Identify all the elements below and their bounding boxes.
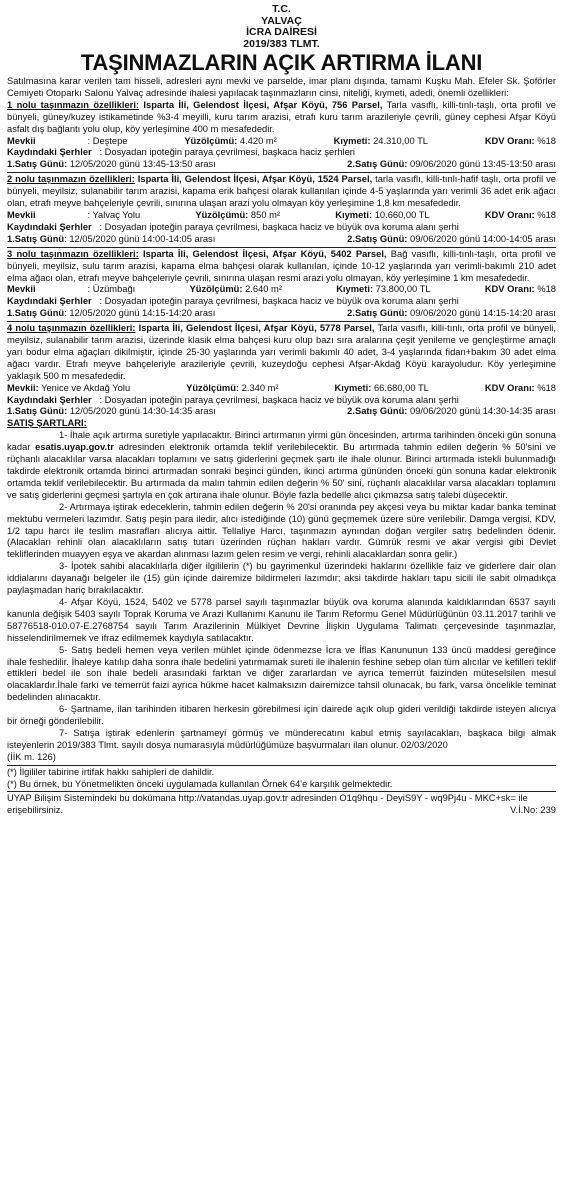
condition-1: [7, 430, 556, 501]
law-reference: (İİK m. 126): [7, 751, 56, 762]
kdv-label: KDV Oranı:: [484, 284, 535, 295]
kdv-value: %18: [537, 284, 556, 295]
property-3-serh: [7, 296, 556, 308]
property-desc: Tarla vasıflı, killi-tınlı, orta profil ve bünyeli, meyilsiz, sulanabilir tarım arazisi, üzerinde klasik elma bahçesi kuru olup bazı sıra aralarına çeşit yenileme ve gençleştirme amaçlı yarı bodur elma ağaçları dikilmiştir, içinde 25-30 yaşlarında yarı verimli bakımlı 40 adet, 3-4 yaşlarında fidan+bakım 30 adet elma ağacı vardır. Etrafı meyve bahçeleriyle arazileriyle çevrili, kuzeydoğu cephesi Afşar-Akdağ Köyü karayoludur. Köy yerleşimine yaklaşık 500 m mesafededir.: [7, 323, 556, 381]
serh-label: Kaydındaki Şerhler: [7, 221, 92, 232]
area-label: Yüzölçümü:: [189, 284, 243, 295]
condition-6: 6- Şartname, ilan tarihinden itibaren herkesin görebilmesi için dairede açık olup gideri verildiği takdirde isteyen alıcıya bir örneği gönderilebilir.: [7, 704, 556, 727]
property-4-details: [7, 383, 556, 395]
condition-2: 2- Artırmaya iştirak edeceklerin, tahmin edilen değerin % 20'si oranında pey akçesi veya bu miktar kadar banka teminat mektubu vermeleri lazımdır. Satış peşin para iledir, alıcı istediğinde (10) günü geçmemek üzere süre verilebilir. Damga vergisi, KDV, 1/2 tapu harcı ile teslim masrafları alıcıya aittir. Tellaliye Harcı, taşınmazın aynından doğan vergiler satış bedelinden ödenir. (Alacakları rehinli olan alacaklıların satış tutarı üzerinden rüçhan hakları vardır. Gümrük resmi ve akar vergisi gibi Devlet tekliflerinden muayyen eşya ve akardan alınması lazım gelen resim ve vergi, rehinli alacaklardan sonra gelir.): [7, 501, 556, 560]
sale2-label: 2.Satış Günü:: [347, 406, 408, 417]
property-heading: 4 nolu taşınmazın özellikleri:: [7, 323, 136, 334]
value-value: 73.800,00 TL: [375, 284, 431, 295]
mevki-label: Mevkii: [7, 284, 36, 295]
property-heading: 3 nolu taşınmazın özellikleri:: [7, 248, 139, 259]
header-line-tc: T.C.: [272, 3, 291, 15]
header-line-office: İCRA DAİRESİ: [246, 26, 317, 38]
property-location: Isparta İli, Gelendost İlçesi, Afşar Köyü, 5778 Parsel,: [135, 323, 375, 334]
sale2-label: 2.Satış Günü:: [347, 159, 408, 170]
sale2-value: 09/06/2020 günü 14:00-14:05 arası: [407, 233, 556, 244]
value-value: 66.680,00 TL: [373, 382, 429, 393]
sale1-value: 12/05/2020 günü 13:45-13:50 arası: [67, 159, 216, 170]
property-desc: tarla vasıflı, killi-tınlı-hafif taşlı, orta profil ve bünyeli, meyilsiz, sulanabilir tarım arazisi, kapama erik bahçesi olarak kullanılan içinde 4-5 yaşlarında yarı verimli 36 adet erik ağacı olan, etrafı meyve bahçeleriyle çevrili, sınırına ulaşan arazi yolu olmayan köy yerleşimine 1,8 km mesafededir.: [7, 174, 556, 209]
kdv-label: KDV Oranı:: [484, 135, 535, 146]
uyap-text: UYAP Bilişim Sistemindeki bu dokümana http://vatandas.uyap.gov.tr adresinden O1q9hqu - DeyiS9Y - wq9Pj4u - MKC+sk= ile erişebilirsiniz.: [7, 793, 528, 816]
sale1-label: 1.Satış Günü:: [7, 159, 68, 170]
header-line-fileno: 2019/383 TLMT.: [243, 37, 320, 50]
note-1: (*) İlgililer tabirine irtifak hakkı sahipleri de dahildir.: [7, 766, 215, 777]
condition-4: 4- Afşar Köyü, 1524, 5402 ve 5778 parsel sayılı taşınmazlar büyük ova koruma alanında kaldıklarından 6537 sayılı kanunla değişik 5403 sayılı Toprak Koruma ve Arazi Kullanımı Kanunu ile Tarım Reformu Genel Müdürlüğünün 03.11.2017 tarihli ve 58776518-010.07-E.2768754 sayılı Tarım Arazilerinin Mülkiyet Devrine İlişkin Uygulama Talimatı çerçevesinde taşınmazlar, hisselendirilmemek ve ifraz edilmemek kaydıyla satılacaktır.: [7, 596, 556, 643]
serh-label: Kaydındaki Şerhler: [7, 394, 92, 405]
property-desc: Bağ vasıflı, killi-tınlı-taşlı, orta profil ve bünyeli, meyilsiz, sulu tarım arazisi, kapama elma bahçesi olarak kullanılan, içinde 10-12 yaşlarında yarı verimli-bakımlı 210 adet elma ağacı olan, etrafı meyve bahçeleriyle çevrili, sınırına ulaşan resmi arazi yolu olmayan, köy yerleşimine 1 km mesafededir.: [7, 248, 556, 283]
sale2-value: 09/06/2020 günü 13:45-13:50 arası: [407, 159, 556, 170]
mevki-label: Mevkii: [7, 209, 36, 220]
conditions-heading: SATIŞ ŞARTLARI:: [7, 418, 87, 429]
mevki-value: : Yalvaç Yolu: [87, 209, 141, 220]
kdv-label: KDV Oranı:: [484, 382, 535, 393]
property-1-description: [7, 100, 556, 136]
sale2-label: 2.Satış Günü:: [347, 233, 408, 244]
note-2: (*) Bu örnek, bu Yönetmelikten önceki uygulamada kullanılan Örnek 64'e karşılık gelmektedir.: [7, 778, 393, 789]
sale1-label: 1.Satış Günü:: [7, 406, 68, 417]
condition-5: 5- Satış bedeli hemen veya verilen mühlet içinde ödenmezse İcra ve İflas Kanununun 133 üncü maddesi gereğince ihale feshedilir. İhaleye katılıp daha sonra ihale bedelini yatırmamak sureti ile ihalenin feshine sebep olan tüm alıcılar ve kefilleri teklif ettikleri bedel ile son ihale bedeli arasındaki farktan ve diğer zararlardan ve ayrıca temerrüt faizinden müteselsilen mesul olacaklardır.İhale farkı ve temerrüt faizi ayrıca hükme hacet kalmaksızın dairemizce tahsil olunacak, bu fark, varsa öncelikle teminat bedelinden alınacaktır.: [7, 644, 556, 703]
condition-1-part-b: adresinden elektronik ortamda teklif verilebilecektir. Bu artırmada tahmin edilen değerin % 50'sini ve rüçhanlı alacaklılar varsa alacakları toplamını ve satış giderlerini geçmek şartı ile ihale olunur. Birinci artırmada istekli bulunmadığı takdirde elektronik ortamda birinci artırmadan sonraki beşinci günden, ikinci artırma gününden önceki gün sonuna kadar elektronik ortamda teklif verilebilecektir. Bu artırmada da malın tahmin edilen değerin % 50' sini, rüçhanlı alacaklılar varsa alacakları toplamını ve satış giderlerini geçmesi şartıyla en çok artırana ihale olunur. Böyle fazla bedelle alıcı çıkmazsa satış talebi düşecektir.: [7, 442, 556, 500]
sale2-value: 09/06/2020 günü 14:15-14:20 arası: [407, 308, 556, 319]
property-4-description: [7, 323, 556, 383]
serh-label: Kaydındaki Şerhler: [7, 147, 92, 158]
serh-value: : Dosyadan ipoteğin paraya çevrilmesi, başkaca haciz ve büyük ova koruma alanı şerhi: [99, 221, 459, 232]
property-location: Isparta İli, Gelendost İlçesi, Afşar Köyü, 756 Parsel,: [139, 99, 383, 110]
property-2-description: [7, 174, 556, 210]
value-label: Kıymeti:: [334, 382, 372, 393]
sale1-label: 1.Satış Günü: [7, 233, 65, 244]
divider: [7, 247, 556, 248]
sale2-value: 09/06/2020 günü 14:30-14:35 arası: [407, 406, 556, 417]
area-value: 2.640 m²: [245, 284, 282, 295]
divider: [7, 791, 556, 792]
property-location: Isparta İli, Gelendost İlçesi, Afşar Köyü, 5402 Parsel,: [138, 248, 387, 259]
property-desc: Tarla vasıflı, killi-tınlı-taşlı, orta profil ve bünyeli, güney/kuzey istikametinde %3-4 meyilli, kuru tarım arazisi, etrafı kuru tarım arazileriyle çevrili, güney cephesi Afşar Köyü asfalt dış bağlantı yolu olup, köy yerleşimine 400 m mesafededir.: [7, 99, 556, 134]
sale1-value: 12/05/2020 günü 14:30-14:35 arası: [67, 406, 216, 417]
uyap-access-text: [7, 793, 556, 817]
mevki-label: Mevkii:: [7, 382, 39, 393]
serh-label: Kaydındaki Şerhler: [7, 296, 92, 307]
header-block: [7, 4, 556, 50]
area-value: 2.340 m²: [241, 382, 279, 393]
kdv-label: KDV Oranı:: [484, 209, 535, 220]
area-label: Yüzölçümü:: [195, 209, 249, 220]
header-line-city: YALVAÇ: [261, 14, 302, 27]
intro-paragraph: Satılmasına karar verilen tam hisseli, adresleri aynı mevki ve parselde, imar planı dışında, tamamı Kuşku Mah. Efeler Sk. Şoförler Cemiyeti Otoparkı Salonu Yalvaç adresinde ihalesi yapılacak taşınmazların cinsi, niteliği, kıymeti, adedi, önemli özellikleri:: [7, 76, 556, 98]
mevki-value: Yenice ve Akdağ Yolu: [38, 382, 131, 393]
serh-value: : Dosyadan ipoteğin paraya çevrilmesi, başkaca haciz şerhleri: [99, 147, 355, 158]
condition-7: 7- Satışa iştirak edenlerin şartnameyi görmüş ve münderecatını kabul etmiş sayılacakları, başkaca bilgi almak isteyenlerin 2019/383 Tlmt. sayılı dosya numarasıyla müdürlüğümüze başvurmaları ilan olunur. 02/03/2020: [7, 727, 556, 750]
sale1-value: : 12/05/2020 günü 14:00-14:05 arası: [64, 233, 216, 244]
kdv-value: %18: [537, 209, 556, 220]
property-2-sale-dates: [7, 234, 556, 246]
kdv-value: %18: [537, 382, 556, 393]
value-value: 24.310,00 TL: [373, 135, 428, 146]
footer-notes: [7, 767, 556, 818]
property-4-sale-dates: [7, 406, 556, 418]
sale1-label: 1.Satış Günü: [7, 308, 65, 319]
property-location: Isparta İli, Gelendost İlçesi, Afşar Köyü, 1524 Parsel,: [134, 174, 373, 185]
area-label: Yüzölçümü:: [184, 135, 238, 146]
property-2-serh: [7, 222, 556, 234]
value-value: 10.660,00 TL: [374, 209, 430, 220]
value-label: Kıymeti:: [336, 284, 374, 295]
conditions-body: [7, 430, 556, 763]
mevki-value: : Üzümbağı: [87, 284, 136, 295]
area-value: 4.420 m²: [239, 135, 277, 146]
property-3-description: [7, 249, 556, 285]
property-heading: 2 nolu taşınmazın özellikleri:: [7, 174, 135, 185]
property-heading: 1 nolu taşınmazın özellikleri:: [7, 99, 140, 110]
property-3-sale-dates: [7, 308, 556, 320]
mevki-label: Mevkii: [7, 135, 36, 146]
divider: [7, 172, 556, 173]
divider: [7, 321, 556, 322]
condition-1-part-a: 1- İhale açık artırma suretiyle yapılacaktır. Birinci artırmanın yirmi gün öncesinden, artırma tarihinden önceki gün sonuna kadar: [7, 430, 556, 453]
serh-value: : Dosyadan ipoteğin paraya çevrilmesi, başkaca haciz ve büyük ova koruma alanı şerhi: [99, 296, 459, 307]
property-1-serh: [7, 147, 556, 159]
area-label: Yüzölçümü:: [186, 382, 240, 393]
condition-3: 3- İpotek sahibi alacaklılarla diğer ilgililerin (*) bu gayrimenkul üzerindeki haklarını özellikle faiz ve giderlere dair olan iddialarını dayanağı belgeler ile (15) gün içinde dairemize bildirmeleri lazımdır; aksi takdirde hakları tapu sicili ile sabit olmadıkça paylaşmadan hariç bırakılacaktır.: [7, 561, 556, 596]
esatis-link[interactable]: esatis.uyap.gov.tr: [35, 442, 114, 453]
property-2-details: [7, 210, 556, 222]
mevki-value: : Deştepe: [87, 135, 128, 146]
property-4-serh: [7, 395, 556, 407]
sale2-label: 2.Satış Günü:: [347, 308, 408, 319]
property-1-sale-dates: [7, 159, 556, 171]
serh-value: : Dosyadan ipoteğin paraya çevrilmesi, başkaca haciz ve büyük ova koruma alanı şerhi: [99, 394, 459, 405]
value-label: Kıymeti:: [335, 209, 373, 220]
area-value: 850 m²: [250, 209, 281, 220]
sale1-value: : 12/05/2020 günü 14:15-14:20 arası: [64, 308, 216, 319]
property-1-details: [7, 136, 556, 148]
value-label: Kıymeti:: [333, 135, 371, 146]
ilan-number: V.İ.No: 239: [510, 805, 556, 816]
document-title: TAŞINMAZLARIN AÇIK ARTIRMA İLANI: [80, 50, 483, 75]
divider: [7, 765, 556, 766]
kdv-value: %18: [537, 135, 556, 146]
property-3-details: [7, 284, 556, 296]
